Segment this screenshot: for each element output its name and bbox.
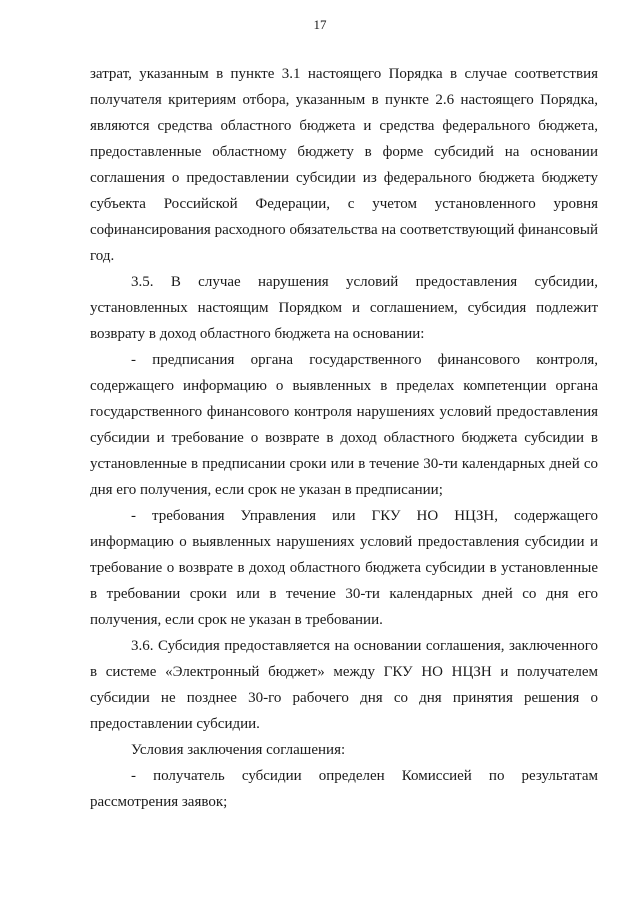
list-item-recipient-determined: - получатель субсидии определен Комиссией по результатам рассмотрения заявок; xyxy=(90,768,598,810)
paragraph-agreement-conditions-heading: Условия заключения соглашения: xyxy=(131,742,346,758)
paragraph-continuation-funding-sources: затрат, указанным в пункте 3.1 настоящего Порядка в случае соответствия получателя критериям отбора, указанным в пункте 2.6 настоящего Порядка, являются средства областного бюджета и средства федерального бюджета, предоставленные областному бюджету в форме субсидий на основании соглашения о предоставлении субсидии из федерального бюджета бюджету субъекта Российской Федерации, с учетом установленного уровня софинансирования расходного обязательства на соответствующий финансовый год. xyxy=(90,66,598,264)
paragraph-3-6-agreement: 3.6. Субсидия предоставляется на основании соглашения, заключенного в системе «Электронный бюджет» между ГКУ НО НЦЗН и получателем субсидии не позднее 30-го рабочего дня со дня принятия решения о предоставлении субсидии. xyxy=(90,638,598,732)
paragraph-3-5-subsidy-return: 3.5. В случае нарушения условий предоставления субсидии, установленных настоящим Порядком и соглашением, субсидия подлежит возврату в доход областного бюджета на основании: xyxy=(90,274,598,342)
list-item-control-body-order: - предписания органа государственного финансового контроля, содержащего информацию о выявленных в пределах компетенции органа государственного финансового контроля нарушениях условий предоставления субсидии и требование о возврате в доход областного бюджета субсидии в установленные в предписании сроки или в течение 30-ти календарных дней со дня его получения, если срок не указан в предписании; xyxy=(90,352,598,498)
page-number: 17 xyxy=(313,17,327,32)
document-body xyxy=(90,61,598,815)
list-item-management-requirement: - требования Управления или ГКУ НО НЦЗН, содержащего информацию о выявленных нарушениях условий предоставления субсидии и требование о возврате в доход областного бюджета субсидии в установленные в требовании сроки или в течение 30-ти календарных дней со дня его получения, если срок не указан в требовании. xyxy=(90,508,598,628)
